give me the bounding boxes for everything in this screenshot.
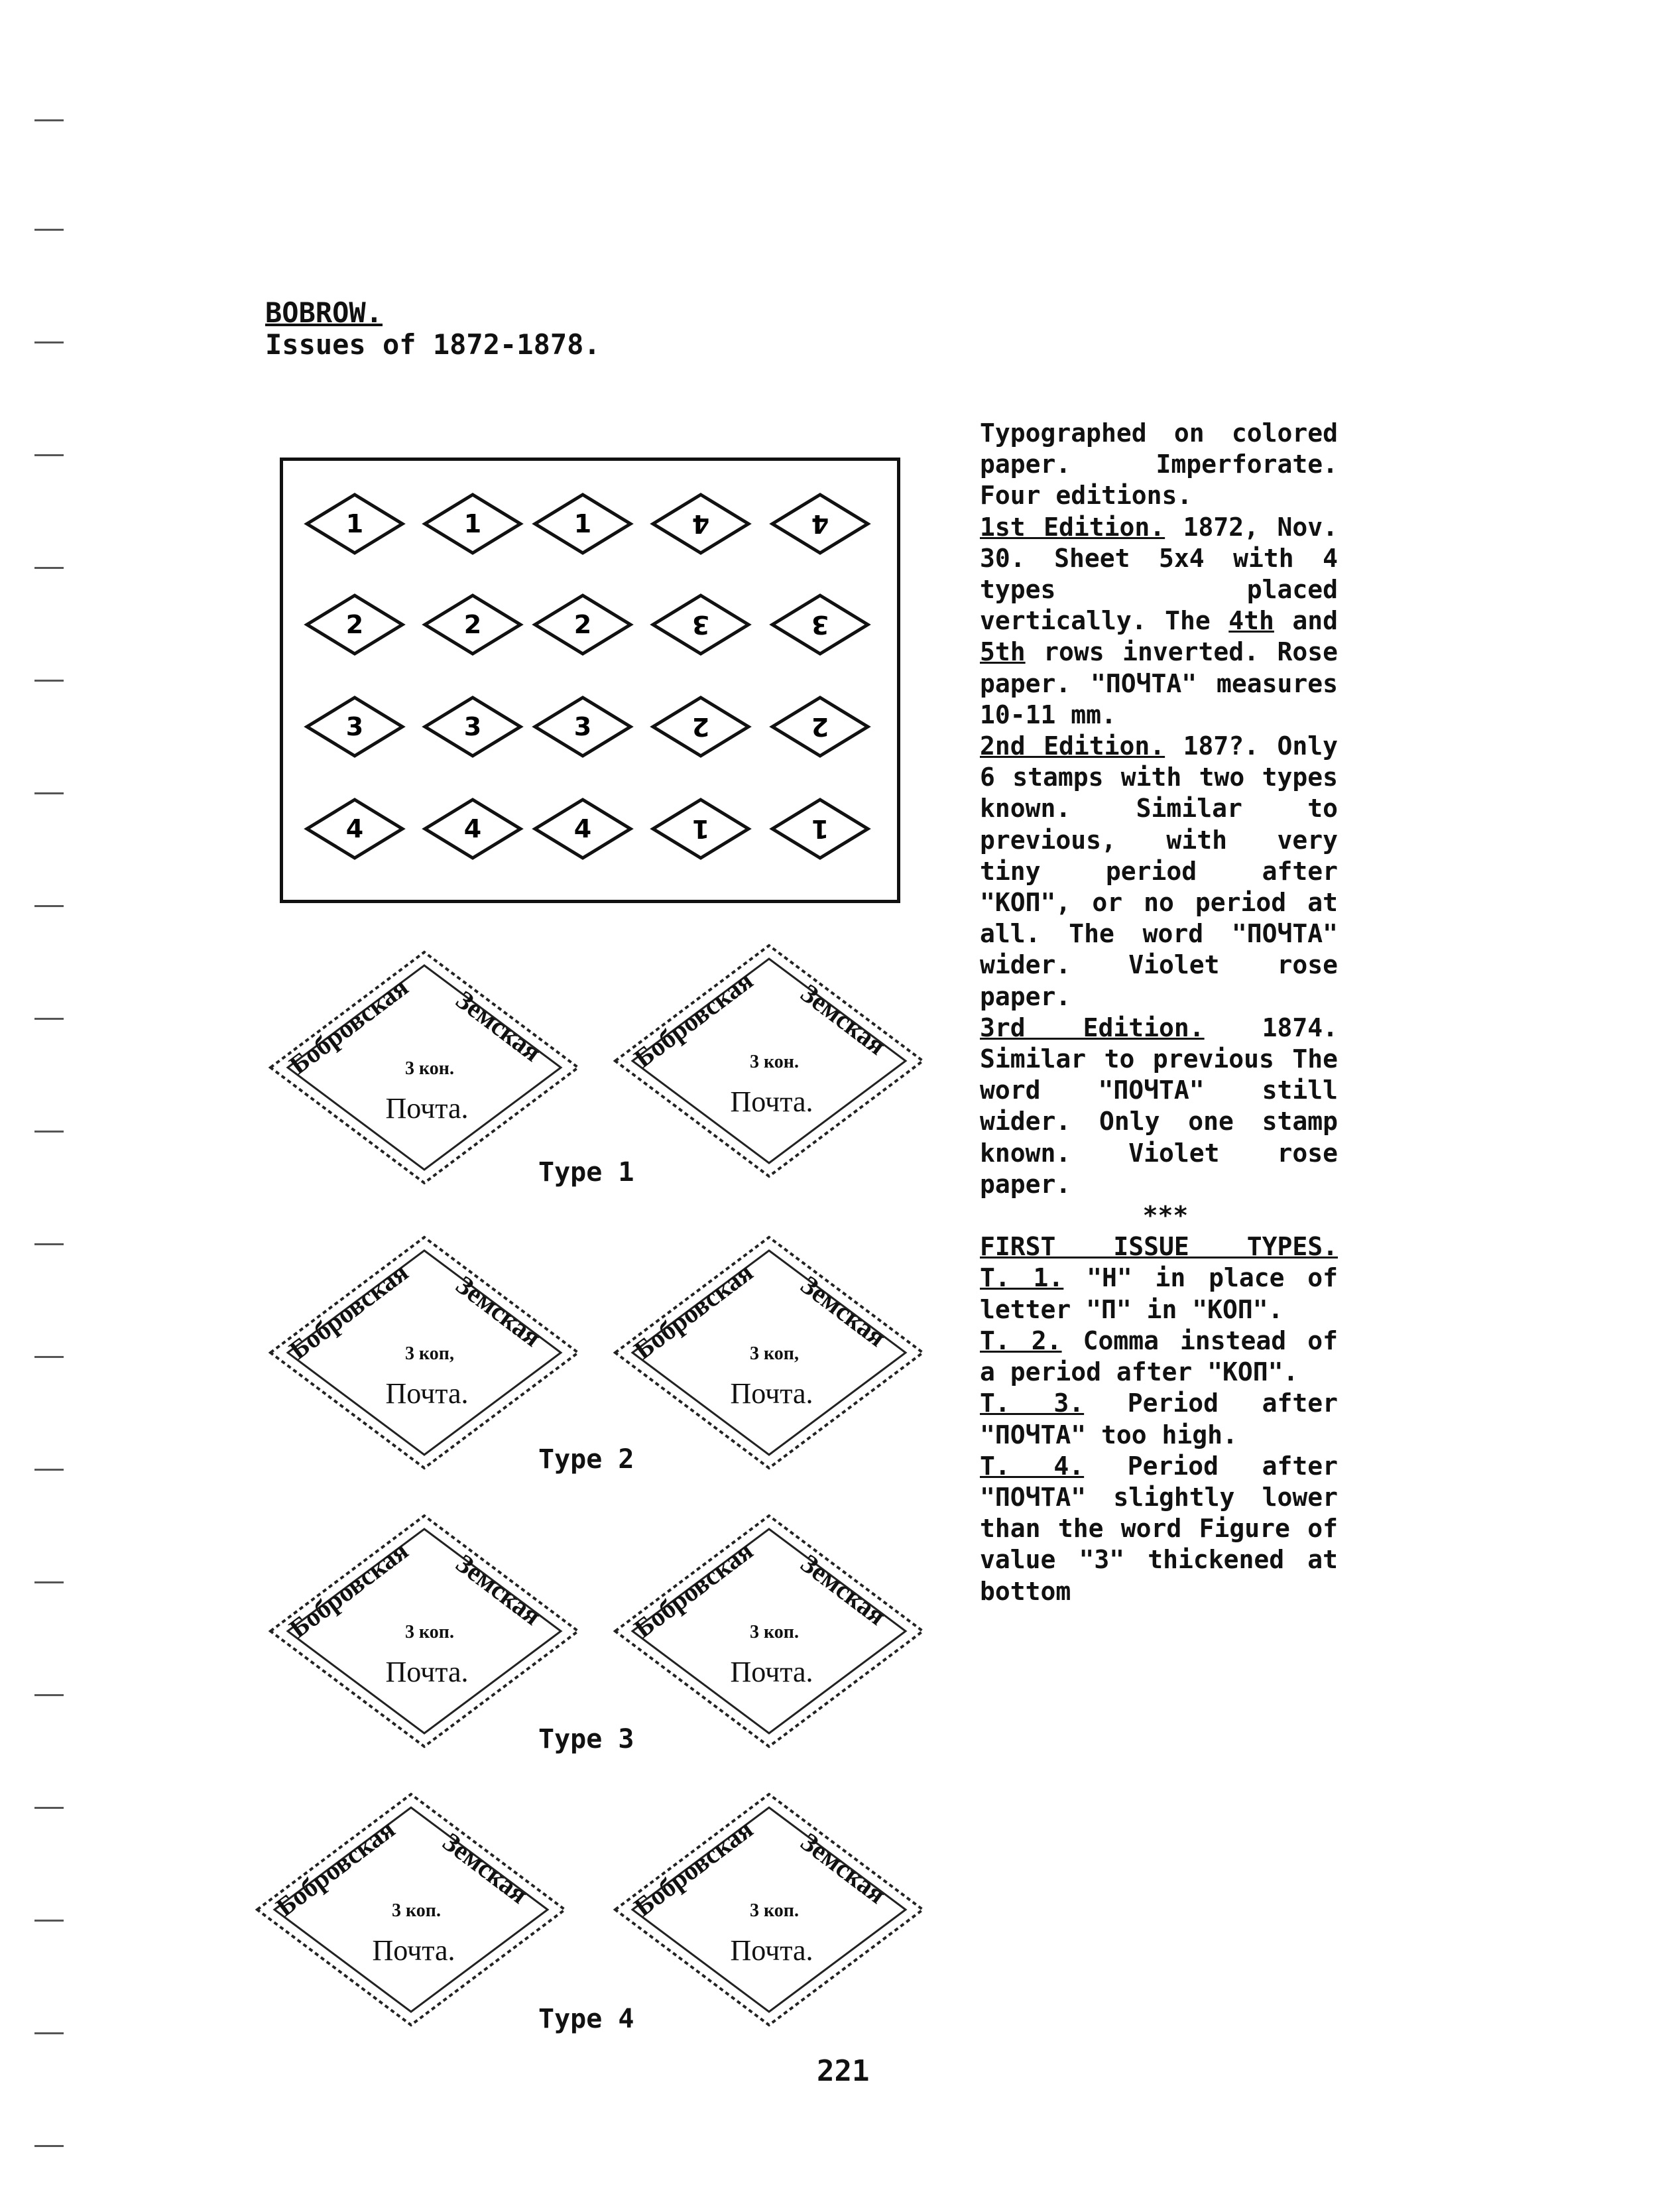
stamp-left-text: Бобровская bbox=[628, 1813, 758, 1922]
stamp-left-text: Бобровская bbox=[270, 1813, 400, 1922]
sheet-cell-digit: 1 bbox=[811, 814, 829, 843]
separator-stars: *** bbox=[1142, 1201, 1189, 1231]
sheet-cell-digit: 1 bbox=[573, 509, 592, 538]
stamp-right-text: Земская bbox=[437, 1826, 534, 1910]
sheet-cell-digit: 1 bbox=[345, 509, 364, 538]
stamp-post-text: Почта. bbox=[730, 1377, 813, 1410]
type-1-label: Type 1 bbox=[538, 1157, 634, 1188]
binder-hole bbox=[34, 567, 64, 569]
stamp-left-text: Бобровская bbox=[628, 1257, 758, 1365]
stamp-type-3-b bbox=[610, 1512, 928, 1751]
edition-3-heading: 3rd Edition. bbox=[980, 1013, 1205, 1042]
sheet-cell-diamond bbox=[772, 495, 868, 553]
binder-hole bbox=[34, 1356, 64, 1358]
binder-hole bbox=[34, 2145, 64, 2147]
edition-3-text: 1874. Similar to previous The word "ПОЧТА" still wider. Only one stamp known. Violet rose paper. bbox=[980, 1013, 1338, 1199]
stamp-post-text: Почта. bbox=[372, 1934, 455, 1967]
binder-hole bbox=[34, 1807, 64, 1809]
row-5th: 5th bbox=[980, 637, 1026, 667]
sheet-cell-digit: 4 bbox=[463, 814, 482, 843]
sheet-cell-digit: 1 bbox=[691, 814, 710, 843]
header-title: BOBROW. bbox=[265, 296, 383, 329]
sheet-cell-diamond bbox=[307, 495, 402, 553]
page-header bbox=[265, 297, 601, 361]
stamp-value-text: 3 коп. bbox=[405, 1622, 454, 1642]
stamp-type-4-b bbox=[610, 1790, 928, 2029]
sheet-cell-digit: 1 bbox=[463, 509, 482, 538]
sheet-cell-digit: 3 bbox=[345, 712, 364, 741]
sheet-cell-diamond bbox=[425, 495, 520, 553]
sheet-cell-diamond bbox=[653, 800, 748, 858]
stamp-type-1-a bbox=[265, 948, 583, 1187]
sheet-cell-diamond bbox=[425, 595, 520, 654]
stamp-value-text: 3 коп. bbox=[750, 1622, 799, 1642]
sheet-cell-diamond bbox=[653, 698, 748, 756]
binder-hole bbox=[34, 905, 64, 907]
type-1-paragraph bbox=[980, 1262, 1338, 1325]
stamp-value-text: 3 коп, bbox=[750, 1343, 799, 1364]
binder-hole bbox=[34, 1018, 64, 1020]
row-4th: 4th bbox=[1228, 606, 1274, 636]
binder-hole bbox=[34, 792, 64, 794]
binder-hole bbox=[34, 341, 64, 343]
first-issue-types-heading: FIRST ISSUE TYPES. bbox=[980, 1232, 1338, 1262]
intro-text: Typographed on colored paper. Imperforate. Four editions. bbox=[980, 418, 1338, 511]
sheet-cell-digit: 4 bbox=[573, 814, 592, 843]
binder-hole bbox=[34, 2032, 64, 2034]
edition-1-paragraph bbox=[980, 512, 1338, 731]
binder-hole bbox=[34, 119, 64, 121]
type-3-paragraph bbox=[980, 1388, 1338, 1450]
sheet-cell-diamond bbox=[653, 595, 748, 654]
type-4-paragraph bbox=[980, 1451, 1338, 1607]
stamp-right-text: Земская bbox=[450, 1548, 547, 1631]
stamp-post-text: Почта. bbox=[730, 1934, 813, 1967]
binder-hole bbox=[34, 1469, 64, 1471]
stamp-post-text: Почта. bbox=[730, 1656, 813, 1688]
stamp-type-2-a bbox=[265, 1233, 583, 1472]
stamp-right-text: Земская bbox=[795, 1548, 892, 1631]
type-1-text: "Н" in place of letter "П" in "КОП". bbox=[980, 1263, 1339, 1324]
sheet-cell-diamond bbox=[307, 595, 402, 654]
sheet-cell-diamond bbox=[535, 698, 630, 756]
stamp-post-text: Почта. bbox=[730, 1085, 813, 1118]
binder-hole bbox=[34, 454, 64, 456]
edition-3-paragraph bbox=[980, 1013, 1338, 1200]
stamp-right-text: Земская bbox=[795, 977, 892, 1061]
sheet-cell-digit: 3 bbox=[573, 712, 592, 741]
stamp-post-text: Почта. bbox=[385, 1092, 469, 1125]
stamp-value-text: 3 коп. bbox=[392, 1900, 441, 1921]
header-subtitle: Issues of 1872-1878. bbox=[265, 328, 601, 361]
types-heading-paragraph bbox=[980, 1231, 1338, 1262]
sheet-grid bbox=[283, 461, 897, 900]
edition-1-heading: 1st Edition. bbox=[980, 512, 1165, 542]
sheet-cell-diamond bbox=[772, 800, 868, 858]
sheet-cell-diamond bbox=[653, 495, 748, 553]
stamp-left-text: Бобровская bbox=[283, 1535, 414, 1644]
stamp-left-text: Бобровская bbox=[628, 1535, 758, 1644]
sheet-cell-digit: 2 bbox=[463, 610, 482, 639]
edition-1-text: 1872, Nov. 30. Sheet 5x4 with 4 types placed vertically. The bbox=[980, 512, 1338, 636]
stamp-right-text: Земская bbox=[795, 1269, 892, 1353]
page-number: 221 bbox=[817, 2054, 870, 2088]
type-3-heading: T. 3. bbox=[980, 1388, 1085, 1418]
sheet-cell-diamond bbox=[425, 698, 520, 756]
type-3-text: Period after "ПОЧТА" too high. bbox=[980, 1388, 1338, 1449]
stamp-value-text: 3 кон. bbox=[405, 1058, 454, 1079]
stamp-left-text: Бобровская bbox=[283, 1257, 414, 1365]
sheet-cell-digit: 2 bbox=[811, 712, 829, 741]
type-2-text: Comma instead of a period after "КОП". bbox=[980, 1325, 1338, 1387]
sheet-cell-diamond bbox=[535, 495, 630, 553]
binder-hole bbox=[34, 1131, 64, 1133]
binder-hole bbox=[34, 1581, 64, 1583]
stamp-post-text: Почта. bbox=[385, 1377, 469, 1410]
stamp-type-1-b bbox=[610, 942, 928, 1180]
type-4-text: Period after "ПОЧТА" slightly lower than the word Figure of value "3" thickened at bottom bbox=[980, 1451, 1338, 1606]
sheet-cell-digit: 3 bbox=[463, 712, 482, 741]
edition-1-text-cont: rows inverted. Rose paper. "ПОЧТА" measures 10-11 mm. bbox=[980, 637, 1338, 729]
sheet-cell-diamond bbox=[425, 800, 520, 858]
sheet-cell-diamond bbox=[772, 698, 868, 756]
edition-2-paragraph bbox=[980, 731, 1338, 1013]
stamp-left-text: Бобровская bbox=[283, 971, 414, 1080]
description-column bbox=[980, 418, 1338, 1607]
sheet-cell-digit: 4 bbox=[345, 814, 364, 843]
binder-hole bbox=[34, 229, 64, 231]
edition-2-text: 187?. Only 6 stamps with two types known. Similar to previous, with very tiny period after "КОП", or no period at all. The word "ПОЧТА" wider. Violet rose paper. bbox=[980, 731, 1338, 1011]
edition-2-heading: 2nd Edition. bbox=[980, 731, 1165, 761]
type-1-heading: T. 1. bbox=[980, 1263, 1064, 1293]
sheet-cell-digit: 2 bbox=[573, 610, 592, 639]
stamp-post-text: Почта. bbox=[385, 1656, 469, 1688]
stamp-left-text: Бобровская bbox=[628, 965, 758, 1074]
type-2-paragraph bbox=[980, 1325, 1338, 1388]
sheet-cell-digit: 3 bbox=[691, 610, 710, 639]
sheet-cell-digit: 3 bbox=[811, 610, 829, 639]
type-3-label: Type 3 bbox=[538, 1724, 634, 1754]
stamp-right-text: Земская bbox=[450, 1269, 547, 1353]
stamp-type-4-a bbox=[252, 1790, 570, 2029]
sheet-cell-digit: 2 bbox=[345, 610, 364, 639]
stamp-type-2-b bbox=[610, 1233, 928, 1472]
type-4-heading: T. 4. bbox=[980, 1451, 1085, 1481]
type-2-heading: T. 2. bbox=[980, 1325, 1062, 1355]
sheet-layout-diagram bbox=[280, 458, 900, 903]
edition-1-and: and bbox=[1274, 606, 1339, 636]
stamp-right-text: Земская bbox=[795, 1826, 892, 1910]
binder-hole bbox=[34, 680, 64, 682]
stamp-right-text: Земская bbox=[450, 984, 547, 1068]
type-4-label: Type 4 bbox=[538, 2004, 634, 2034]
binder-hole bbox=[34, 1920, 64, 1922]
sheet-cell-diamond bbox=[535, 595, 630, 654]
sheet-cell-digit: 2 bbox=[691, 712, 710, 741]
sheet-cell-diamond bbox=[307, 800, 402, 858]
stamp-value-text: 3 коп, bbox=[405, 1343, 454, 1364]
stamp-type-3-a bbox=[265, 1512, 583, 1751]
binder-hole bbox=[34, 1243, 64, 1245]
stamp-value-text: 3 кон. bbox=[750, 1052, 799, 1072]
stamp-value-text: 3 коп. bbox=[750, 1900, 799, 1921]
binder-hole bbox=[34, 1694, 64, 1696]
sheet-cell-digit: 4 bbox=[691, 509, 710, 538]
sheet-cell-diamond bbox=[307, 698, 402, 756]
type-2-label: Type 2 bbox=[538, 1444, 634, 1475]
sheet-cell-diamond bbox=[772, 595, 868, 654]
sheet-cell-diamond bbox=[535, 800, 630, 858]
sheet-cell-digit: 4 bbox=[811, 509, 829, 538]
